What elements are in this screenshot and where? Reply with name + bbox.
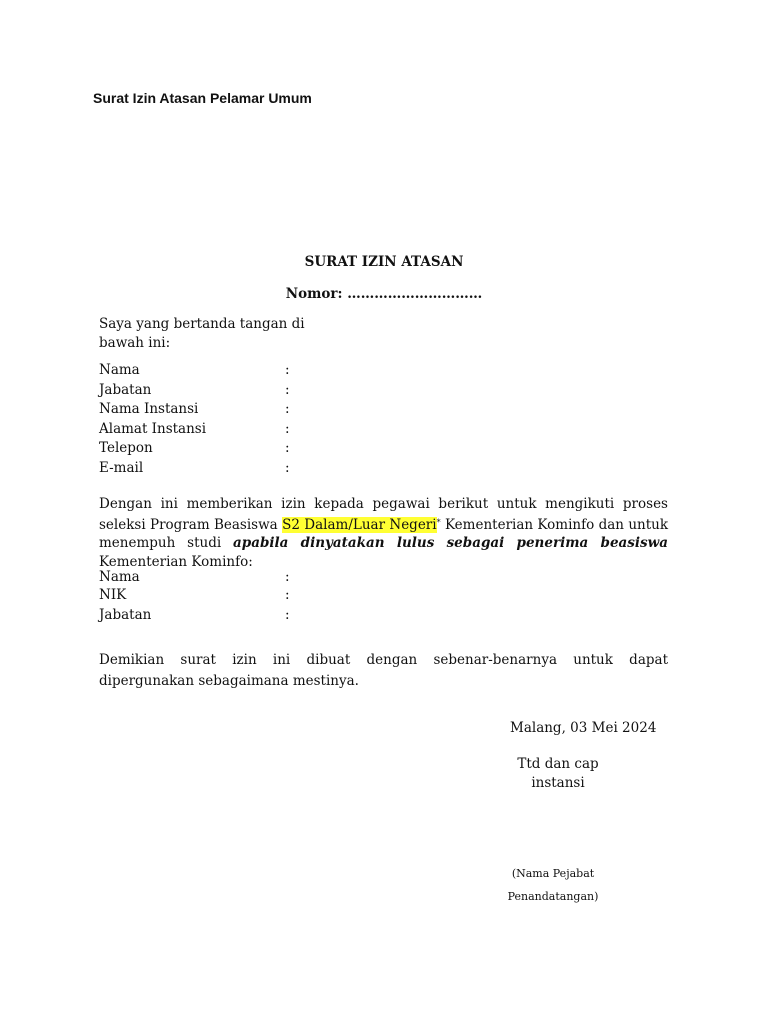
permission-text-3: Kementerian Kominfo: (99, 553, 253, 570)
field-label: Nama (99, 362, 140, 378)
asterisk-note: * (436, 517, 441, 527)
field-colon: : (285, 607, 290, 623)
superior-field-address (99, 420, 319, 439)
field-label: Jabatan (99, 607, 152, 623)
superior-field-institution (99, 400, 319, 419)
field-colon: : (285, 569, 290, 585)
field-colon: : (285, 460, 290, 476)
field-colon: : (285, 421, 290, 437)
employee-field-name (99, 568, 319, 587)
letter-number: Nomor: ………………………… (285, 286, 483, 302)
superior-field-phone (99, 439, 319, 458)
field-label: E-mail (99, 460, 144, 476)
field-colon: : (285, 382, 290, 398)
field-colon: : (285, 587, 290, 603)
field-colon: : (285, 401, 290, 417)
program-highlight: S2 Dalam/Luar Negeri (282, 516, 437, 533)
letter-title: SURAT IZIN ATASAN (304, 254, 464, 270)
permission-paragraph (99, 495, 668, 571)
superior-field-email (99, 459, 319, 478)
official-name: (Nama Pejabat Penandatangan) (507, 867, 599, 903)
superior-field-position (99, 381, 319, 400)
header-title: Surat Izin Atasan Pelamar Umum (93, 90, 312, 106)
field-label: Alamat Instansi (99, 421, 207, 437)
field-label: Telepon (99, 440, 153, 456)
field-label: Jabatan (99, 382, 152, 398)
signature-note: Ttd dan cap instansi (517, 756, 599, 791)
field-label: Nama (99, 569, 140, 585)
field-label: Nama Instansi (99, 401, 199, 417)
superior-field-name (99, 361, 319, 380)
employee-field-position (99, 606, 319, 625)
closing-paragraph: Demikian surat izin ini dibuat dengan sebenar-benarnya untuk dapat dipergunakan sebagaimana mestinya. (99, 652, 668, 689)
permission-text-2: Kementerian Kominfo dan untuk menempuh studi (99, 516, 669, 552)
field-label: NIK (99, 587, 127, 603)
field-colon: : (285, 440, 290, 456)
permission-emphasis: apabila dinyatakan lulus sebagai penerima beasiswa (233, 535, 668, 552)
place-date: Malang, 03 Mei 2024 (510, 720, 657, 736)
field-colon: : (285, 362, 290, 378)
intro-text: Saya yang bertanda tangan di bawah ini: (99, 316, 305, 351)
employee-field-nik (99, 586, 319, 605)
permission-text-1: Dengan ini memberikan izin kepada pegawai berikut untuk mengikuti proses seleksi Program Beasiswa (99, 496, 668, 533)
